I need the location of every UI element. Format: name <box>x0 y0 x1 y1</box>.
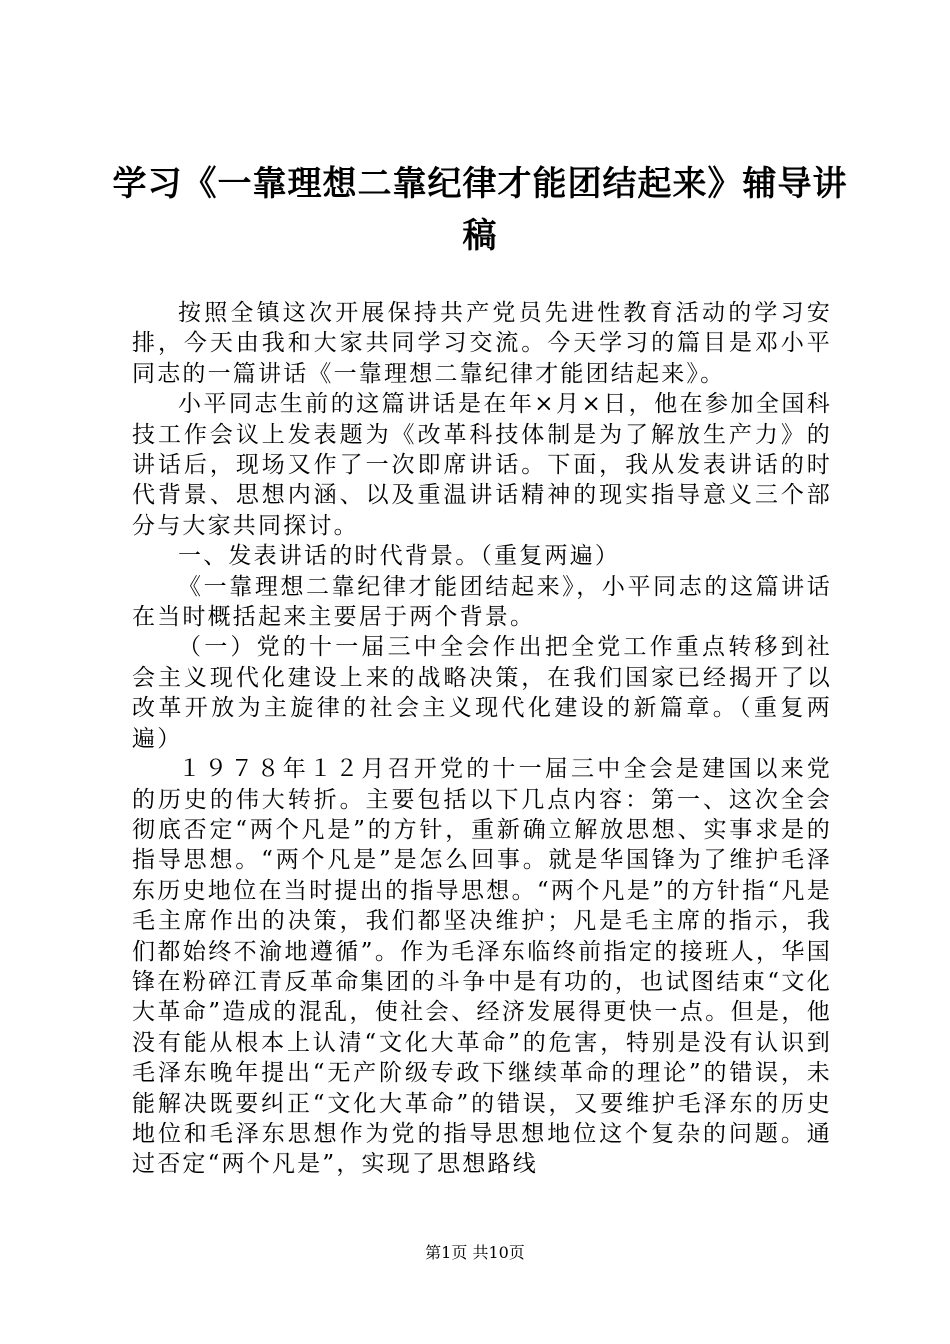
body-paragraph: １９７８年１２月召开党的十一届三中全会是建国以来党的历史的伟大转折。主要包括以下几点内容：第一、这次全会彻底否定“两个凡是”的方针，重新确立解放思想、实事求是的指导思想。“两个凡是”是怎么回事。就是华国锋为了维护毛泽东历史地位在当时提出的指导思想。“两个凡是”的方针指“凡是毛主席作出的决策，我们都坚决维护；凡是毛主席的指示，我们都始终不渝地遵循”。作为毛泽东临终前指定的接班人，华国锋在粉碎江青反革命集团的斗争中是有功的，也试图结束“文化大革命”造成的混乱，使社会、经济发展得更快一点。但是，他没有能从根本上认清“文化大革命”的危害，特别是没有认识到毛泽东晚年提出“无产阶级专政下继续革命的理论”的错误，未能解决既要纠正“文化大革命”的错误，又要维护毛泽东的历史地位和毛泽东思想作为党的指导思想地位这个复杂的问题。通过否定“两个凡是”，实现了思想路线 <box>132 756 832 1178</box>
document-body <box>132 298 832 1180</box>
body-paragraph: 按照全镇这次开展保持共产党员先进性教育活动的学习安排，今天由我和大家共同学习交流。今天学习的篇目是邓小平同志的一篇讲话《一靠理想二靠纪律才能团结起来》。 <box>132 300 832 387</box>
section-heading: 一、发表讲话的时代背景。（重复两遍） <box>178 543 621 570</box>
body-paragraph: 小平同志生前的这篇讲话是在年×月×日，他在参加全国科技工作会议上发表题为《改革科技体制是为了解放生产力》的讲话后，现场又作了一次即席讲话。下面，我从发表讲话的时代背景、思想内涵、以及重温讲话精神的现实指导意义三个部分与大家共同探讨。 <box>132 391 832 539</box>
page-number-footer: 第1页 共10页 <box>425 1243 525 1262</box>
document-title: 学习《一靠理想二靠纪律才能团结起来》辅导讲稿 <box>112 164 848 256</box>
body-paragraph: （一）党的十一届三中全会作出把全党工作重点转移到社会主义现代化建设上来的战略决策，在我们国家已经揭开了以改革开放为主旋律的社会主义现代化建设的新篇章。（重复两遍） <box>132 634 832 752</box>
body-paragraph: 《一靠理想二靠纪律才能团结起来》，小平同志的这篇讲话在当时概括起来主要居于两个背景。 <box>132 573 832 631</box>
